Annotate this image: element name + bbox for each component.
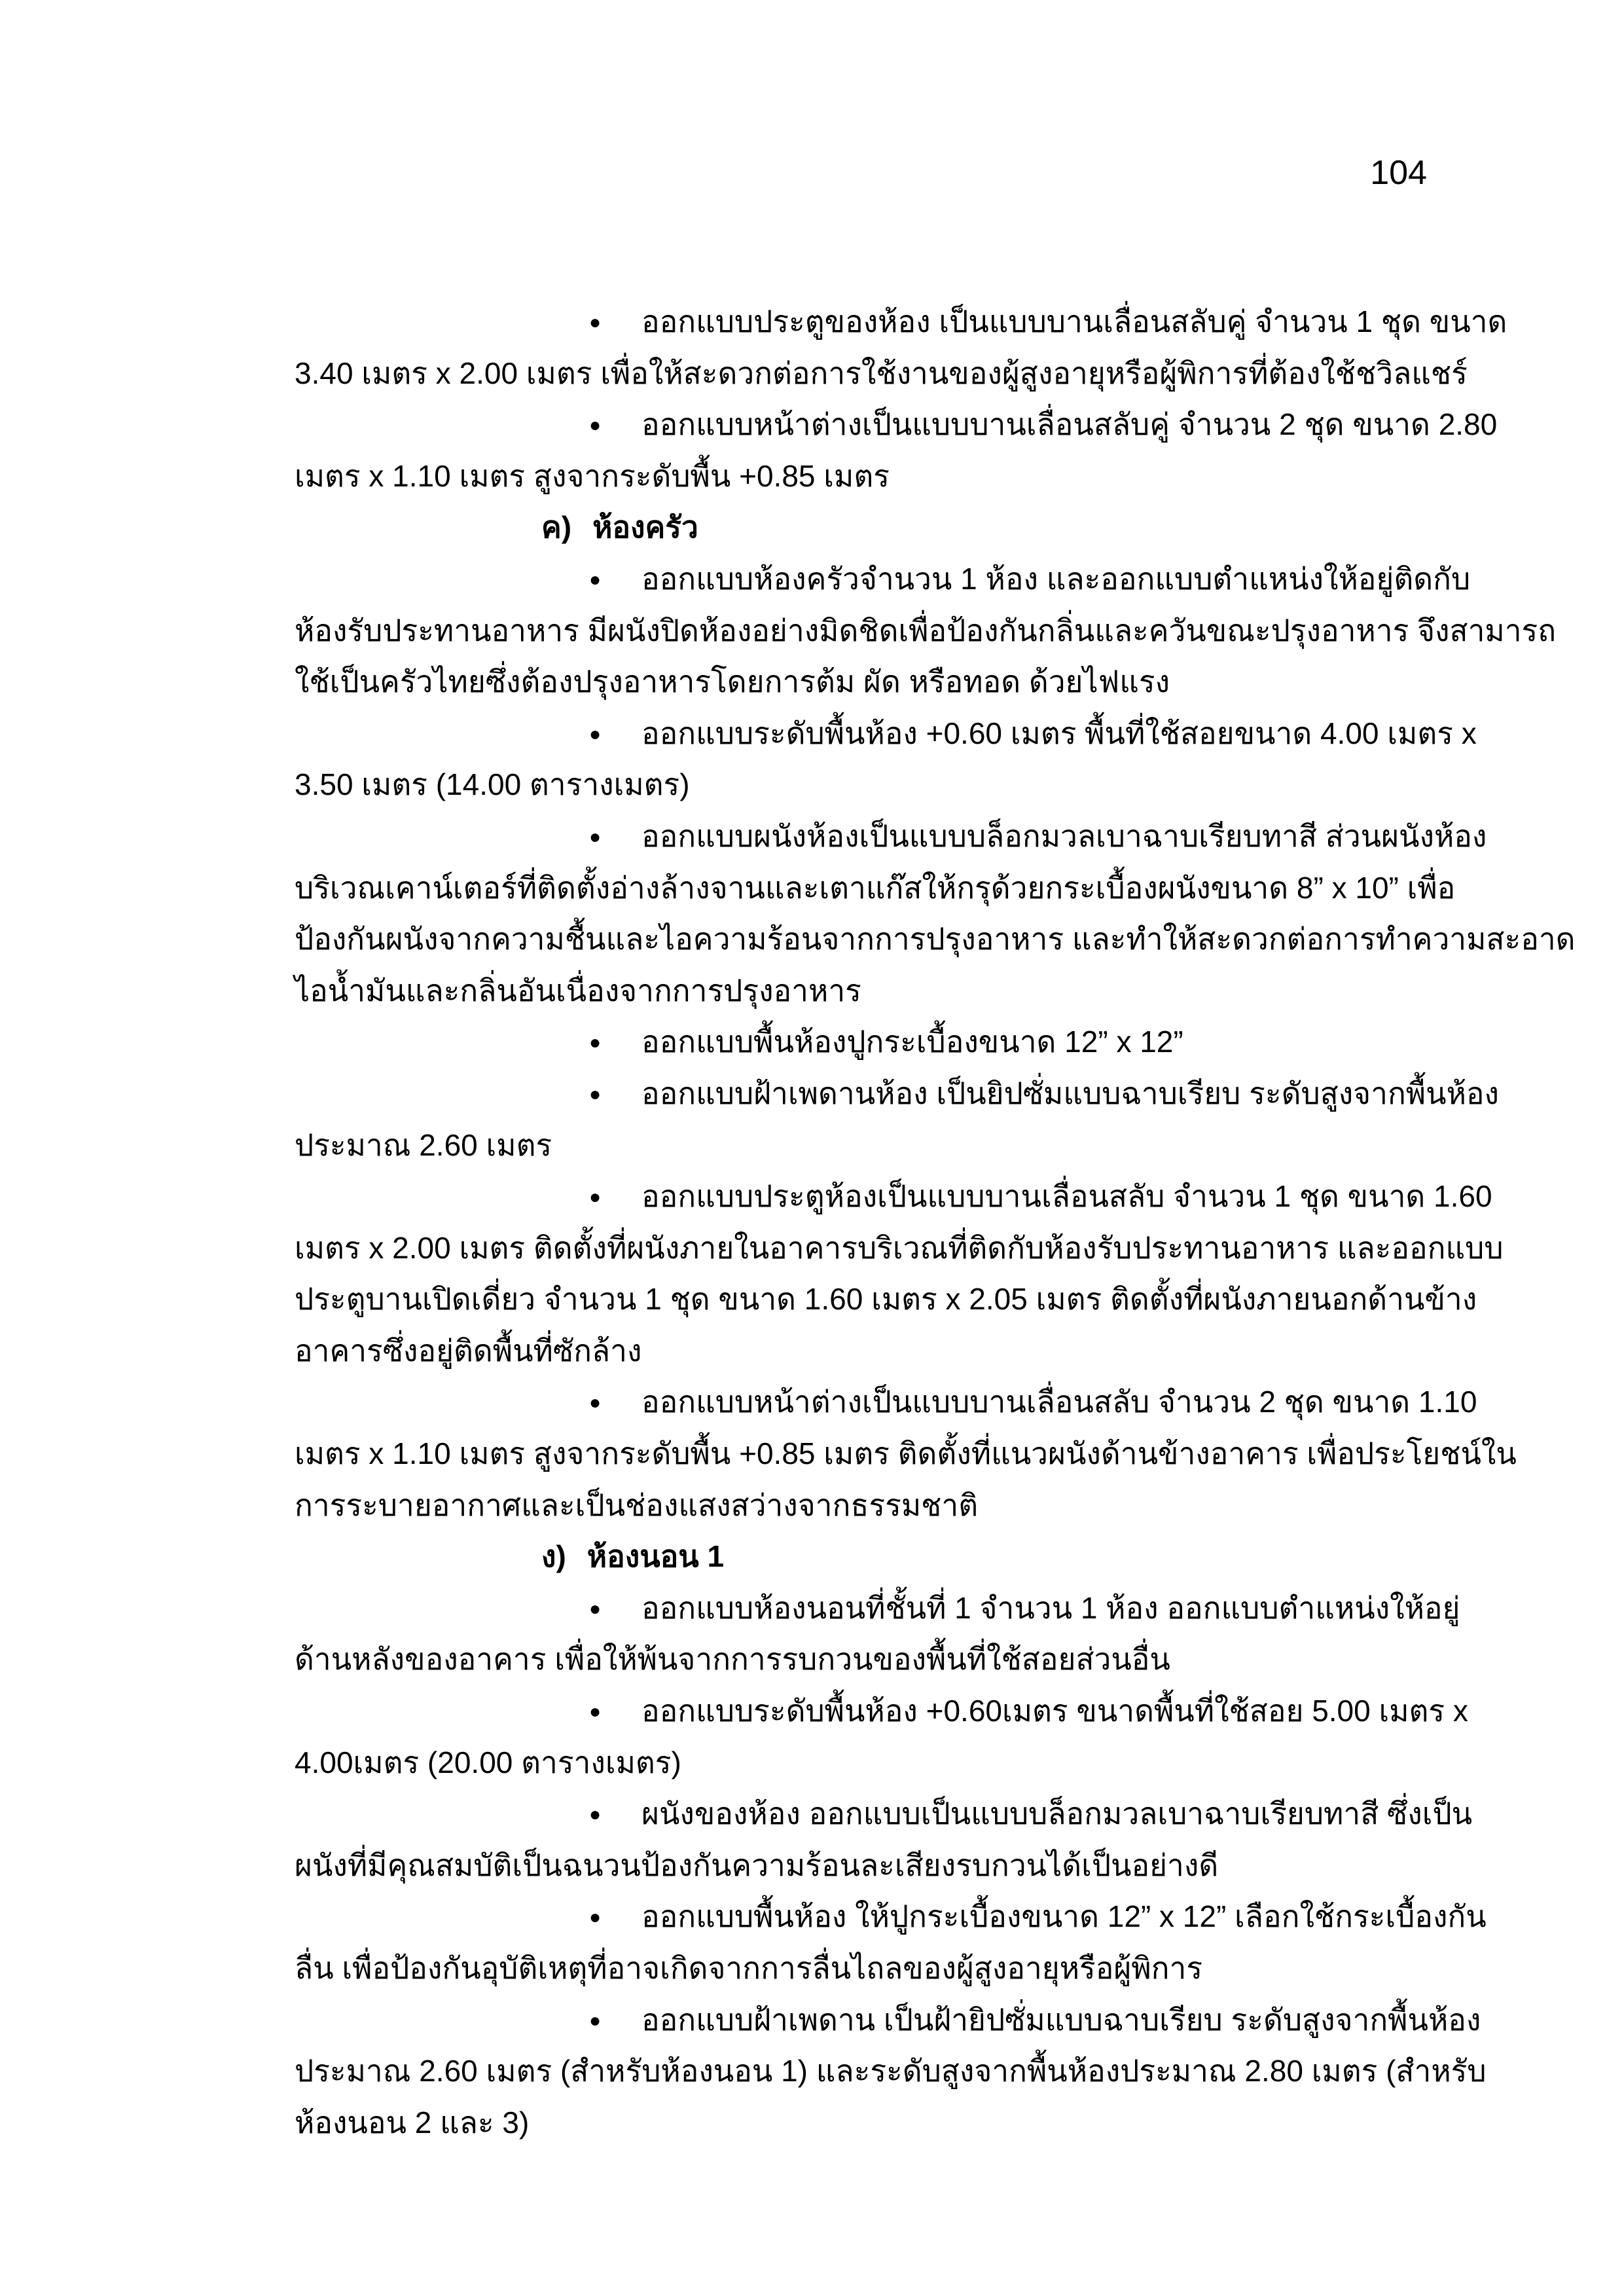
bullet-line (295, 708, 1477, 759)
bullet-icon: ● (589, 1701, 602, 1723)
text-line: การระบายอากาศและเป็นช่องแสงสว่างจากธรรมชาติ (295, 1487, 979, 1522)
section-heading-text: ห้องครัว (592, 510, 698, 545)
bullet-icon: ● (589, 2009, 602, 2032)
bullet-line-text: ออกแบบห้องครัวจำนวน 1 ห้อง และออกแบบตำแหน่งให้อยู่ติดกับ (641, 561, 1471, 596)
text-line: เมตร x 1.10 เมตร สูงจากระดับพื้น +0.85 เมตร (295, 458, 890, 493)
text-line: ลื่น เพื่อป้องกันอุบัติเหตุที่อาจเกิดจากการลื่นไถลของผู้สูงอายุหรือผู้พิการ (295, 1951, 1203, 1985)
text-line: ใช้เป็นครัวไทยซึ่งต้องปรุงอาหารโดยการต้ม ผัด หรือทอด ด้วยไฟแรง (295, 665, 1170, 699)
text-line: เมตร x 1.10 เมตร สูงจากระดับพื้น +0.85 เมตร ติดตั้งที่แนวผนังด้านข้างอาคาร เพื่อประโยชน์ใน (295, 1436, 1517, 1471)
text-line: ด้านหลังของอาคาร เพื่อให้พ้นจากการรบกวนของพื้นที่ใช้สอยส่วนอื่น (295, 1642, 1170, 1677)
section-heading-label: ค) (541, 510, 572, 545)
bullet-line (295, 1994, 1481, 2046)
bullet-icon: ● (589, 723, 602, 745)
bullet-line (295, 1171, 1492, 1222)
text-line: ห้องรับประทานอาหาร มีผนังปิดห้องอย่างมิดชิดเพื่อป้องกันกลิ่นและควันขณะปรุงอาหาร จึงสามารถ (295, 613, 1557, 647)
bullet-icon: ● (589, 1906, 602, 1929)
bullet-line-text: ออกแบบห้องนอนที่ชั้นที่ 1 จำนวน 1 ห้อง ออกแบบตำแหน่งให้อยู่ (641, 1590, 1460, 1625)
bullet-line-text: ออกแบบหน้าต่างเป็นแบบบานเลื่อนสลับ จำนวน 2 ชุด ขนาด 1.10 (641, 1385, 1477, 1419)
bullet-line (295, 1788, 1473, 1840)
bullet-icon: ● (589, 826, 602, 848)
bullet-line (295, 1016, 1427, 1068)
section-heading (295, 1531, 1427, 1582)
text-line: 3.40 เมตร x 2.00 เมตร เพื่อให้สะดวกต่อการใช้งานของผู้สูงอายุหรือผู้พิการที่ต้องใช้ชวิลแชร์ (295, 355, 1468, 390)
bullet-icon: ● (589, 1032, 602, 1054)
bullet-line (295, 1685, 1468, 1737)
text-line: ห้องนอน 2 และ 3) (295, 2105, 530, 2140)
bullet-icon: ● (589, 568, 602, 591)
bullet-line-text: ผนังของห้อง ออกแบบเป็นแบบบล็อกมวลเบาฉาบเรียบทาสี ซึ่งเป็น (641, 1796, 1473, 1831)
bullet-line (295, 1891, 1487, 1942)
bullet-line-text: ออกแบบพื้นห้องปูกระเบื้องขนาด 12” x 12” (641, 1025, 1183, 1059)
text-line: ผนังที่มีคุณสมบัติเป็นฉนวนป้องกันความร้อนละเสียงรบกวนได้เป็นอย่างดี (295, 1848, 1219, 1882)
bullet-line (295, 1068, 1499, 1120)
text-line: บริเวณเคาน์เตอร์ที่ติดตั้งอ่างล้างจานและเตาแก๊สให้กรุด้วยกระเบื้องผนังขนาด 8” x 10” เพื่อ (295, 870, 1456, 905)
bullet-line-text: ออกแบบระดับพื้นห้อง +0.60เมตร ขนาดพื้นที่ใช้สอย 5.00 เมตร x (641, 1694, 1468, 1728)
bullet-line (295, 1376, 1477, 1428)
text-line: ประมาณ 2.60 เมตร (295, 1127, 552, 1162)
bullet-icon: ● (589, 1083, 602, 1105)
bullet-line-text: ออกแบบพื้นห้อง ให้ปูกระเบื้องขนาด 12” x 12” เลือกใช้กระเบื้องกัน (641, 1899, 1487, 1934)
text-line: ไอน้ำมันและกลิ่นอันเนื่องจากการปรุงอาหาร (295, 973, 861, 1008)
section-heading-label: ง) (541, 1539, 566, 1574)
bullet-line-text: ออกแบบประตูห้องเป็นแบบบานเลื่อนสลับ จำนวน 1 ชุด ขนาด 1.60 (641, 1179, 1492, 1214)
document-body (295, 296, 1576, 2148)
bullet-line (295, 811, 1487, 862)
bullet-line-text: ออกแบบฝ้าเพดาน เป็นฝ้ายิปซั่มแบบฉาบเรียบ ระดับสูงจากพื้นห้อง (641, 2002, 1481, 2037)
page-number: 104 (1370, 154, 1427, 192)
bullet-line-text: ออกแบบหน้าต่างเป็นแบบบานเลื่อนสลับคู่ จำนวน 2 ชุด ขนาด 2.80 (641, 407, 1498, 442)
text-line: ป้องกันผนังจากความชื้นและไอความร้อนจากการปรุงอาหาร และทำให้สะดวกต่อการทำความสะอาด (295, 922, 1576, 957)
bullet-line (295, 399, 1498, 450)
bullet-line-text: ออกแบบระดับพื้นห้อง +0.60 เมตร พื้นที่ใช้สอยขนาด 4.00 เมตร x (641, 716, 1477, 750)
text-line: 4.00เมตร (20.00 ตารางเมตร) (295, 1745, 681, 1779)
bullet-line (295, 553, 1471, 605)
bullet-icon: ● (589, 1392, 602, 1414)
text-line: ประมาณ 2.60 เมตร (สำหรับห้องนอน 1) และระดับสูงจากพื้นห้องประมาณ 2.80 เมตร (สำหรับ (295, 2054, 1487, 2088)
section-heading-text: ห้องนอน 1 (586, 1539, 725, 1574)
bullet-icon: ● (589, 312, 602, 333)
text-line: อาคารซึ่งอยู่ติดพื้นที่ซักล้าง (295, 1333, 642, 1368)
bullet-line-text: ออกแบบประตูของห้อง เป็นแบบบานเลื่อนสลับคู่ จำนวน 1 ชุด ขนาด (641, 304, 1507, 338)
bullet-line-text: ออกแบบผนังห้องเป็นแบบบล็อกมวลเบาฉาบเรียบทาสี ส่วนผนังห้อง (641, 818, 1487, 853)
bullet-line-text: ออกแบบฝ้าเพดานห้อง เป็นยิปซั่มแบบฉาบเรียบ ระดับสูงจากพื้นห้อง (641, 1076, 1499, 1110)
bullet-icon: ● (589, 1186, 602, 1209)
text-line: 3.50 เมตร (14.00 ตารางเมตร) (295, 767, 690, 802)
bullet-icon: ● (589, 1804, 602, 1826)
text-line: ประตูบานเปิดเดี่ยว จำนวน 1 ชุด ขนาด 1.60 เมตร x 2.05 เมตร ติดตั้งที่ผนังภายนอกด้านข้าง (295, 1282, 1477, 1317)
bullet-icon: ● (589, 1597, 602, 1620)
bullet-icon: ● (589, 414, 602, 437)
bullet-line (295, 296, 1507, 348)
text-line: เมตร x 2.00 เมตร ติดตั้งที่ผนังภายในอาคารบริเวณที่ติดกับห้องรับประทานอาหาร และออกแบบ (295, 1230, 1504, 1265)
section-heading (295, 501, 1427, 553)
bullet-line (295, 1582, 1460, 1634)
